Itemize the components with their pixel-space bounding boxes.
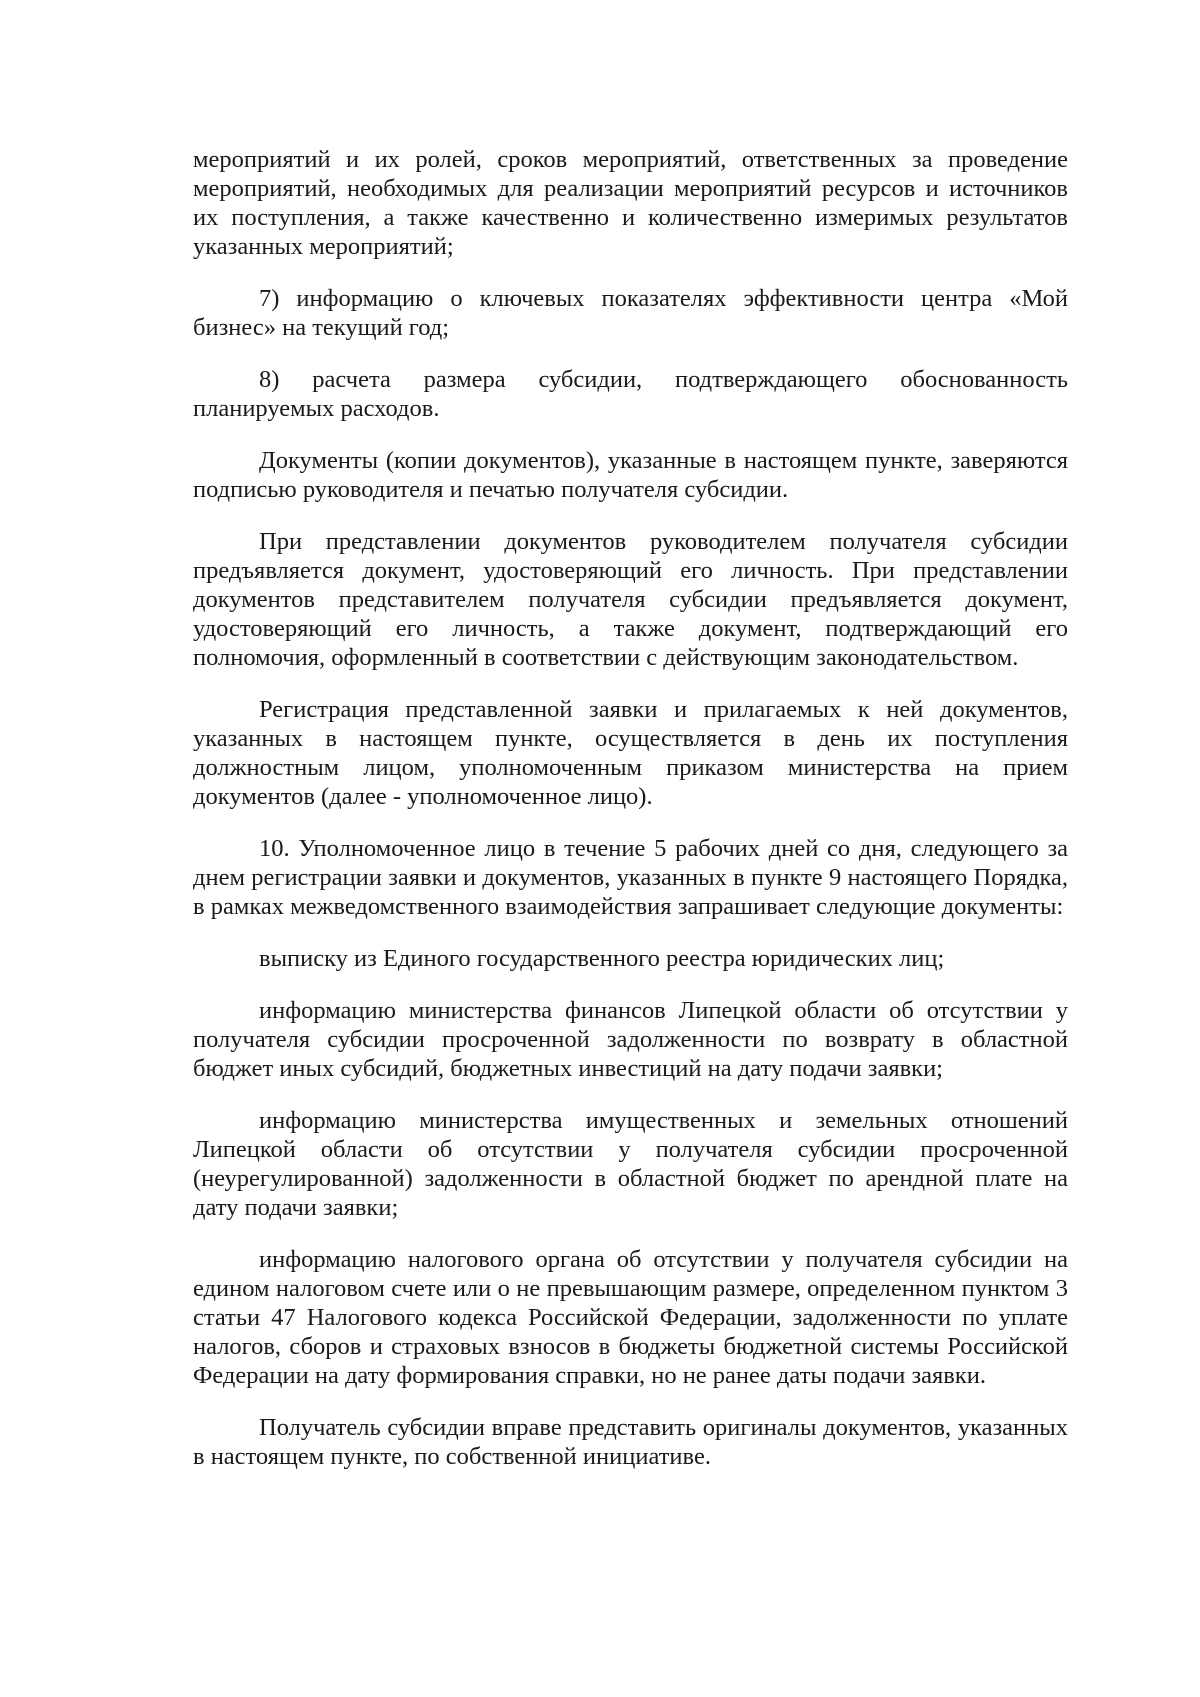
paragraph-tax-authority-info: информацию налогового органа об отсутствии у получателя субсидии на едином налоговом счете или о не превышающим размере, определенном пунктом 3 статьи 47 Налогового кодекса Российской Федерации, задолженности по уплате налогов, сборов и страховых взносов в бюджеты бюджетной системы Российской Федерации на дату формирования справки, но не ранее даты подачи заявки. [193, 1246, 1068, 1389]
paragraph-continuation: мероприятий и их ролей, сроков мероприятий, ответственных за проведение мероприятий, необходимых для реализации мероприятий ресурсов и источников их поступления, а также качественно и количественно измеримых результатов указанных мероприятий; [193, 146, 1068, 260]
paragraph-originals: Получатель субсидии вправе представить оригиналы документов, указанных в настоящем пункте, по собственной инициативе. [193, 1414, 1068, 1470]
document-body [193, 145, 1068, 1471]
paragraph-section-10: 10. Уполномоченное лицо в течение 5 рабочих дней со дня, следующего за днем регистрации заявки и документов, указанных в пункте 9 настоящего Порядка, в рамках межведомственного взаимодействия запрашивает следующие документы: [193, 835, 1068, 920]
paragraph-finance-ministry-info: информацию министерства финансов Липецкой области об отсутствии у получателя субсидии просроченной задолженности по возврату в областной бюджет иных субсидий, бюджетных инвестиций на дату подачи заявки; [193, 997, 1068, 1082]
paragraph-certification: Документы (копии документов), указанные в настоящем пункте, заверяются подписью руководителя и печатью получателя субсидии. [193, 447, 1068, 503]
paragraph-item-8: 8) расчета размера субсидии, подтверждающего обоснованность планируемых расходов. [193, 366, 1068, 422]
paragraph-property-ministry-info: информацию министерства имущественных и земельных отношений Липецкой области об отсутствии у получателя субсидии просроченной (неурегулированной) задолженности в областной бюджет по арендной плате на дату подачи заявки; [193, 1107, 1068, 1221]
paragraph-registration: Регистрация представленной заявки и прилагаемых к ней документов, указанных в настоящем пункте, осуществляется в день их поступления должностным лицом, уполномоченным приказом министерства на прием документов (далее - уполномоченное лицо). [193, 696, 1068, 810]
paragraph-item-7: 7) информацию о ключевых показателях эффективности центра «Мой бизнес» на текущий год; [193, 285, 1068, 341]
paragraph-identity: При представлении документов руководителем получателя субсидии предъявляется документ, удостоверяющий его личность. При представлении документов представителем получателя субсидии предъявляется документ, удостоверяющий его личность, а также документ, подтверждающий его полномочия, оформленный в соответствии с действующим законодательством. [193, 528, 1068, 671]
paragraph-egrul-extract: выписку из Единого государственного реестра юридических лиц; [259, 945, 945, 972]
